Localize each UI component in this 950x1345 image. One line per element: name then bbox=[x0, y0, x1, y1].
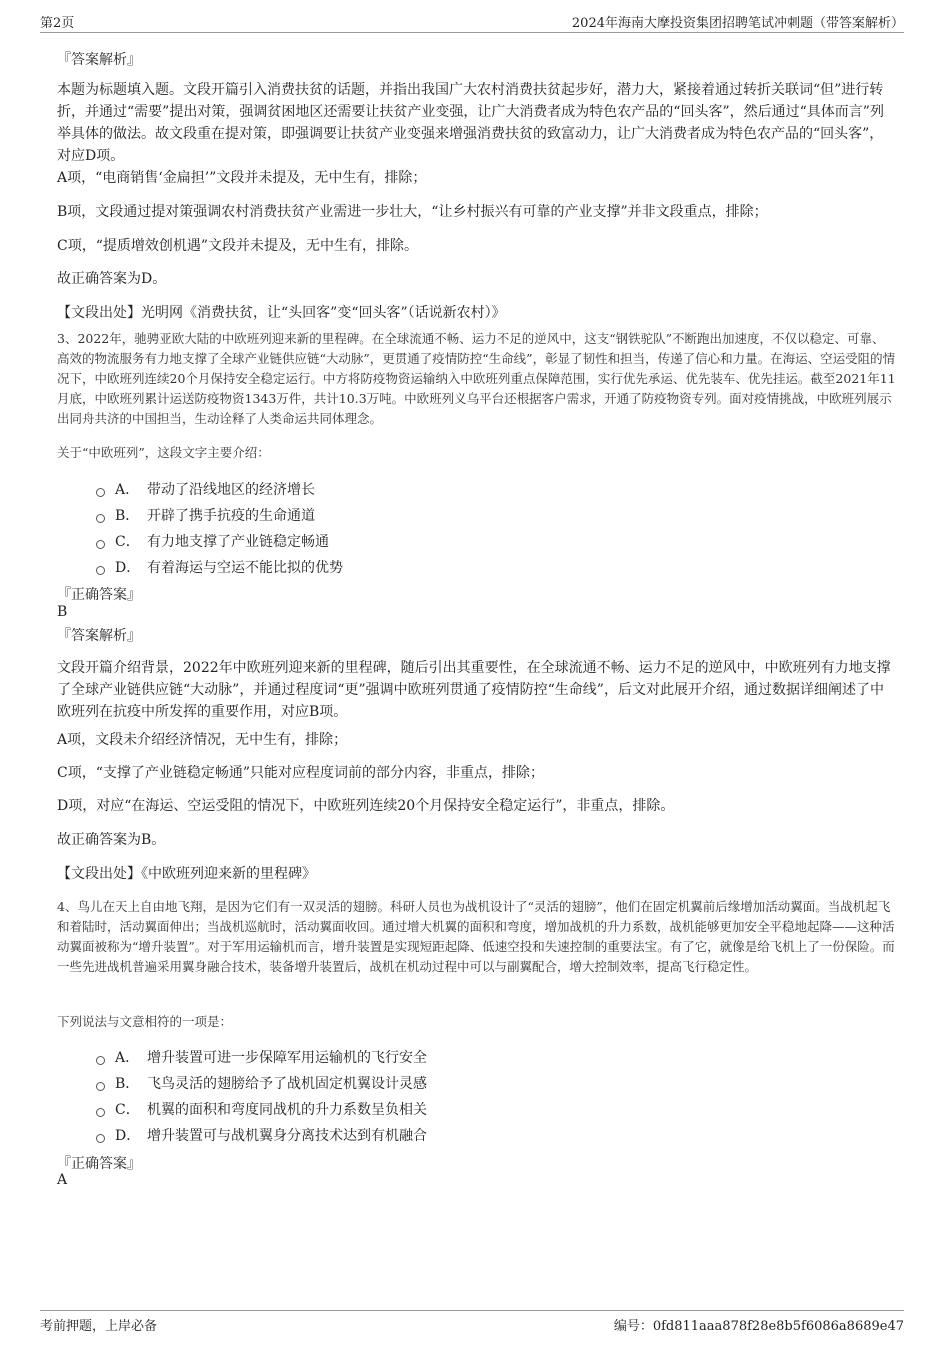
page-number: 第2页 bbox=[40, 16, 75, 31]
q2-answer-line: 故正确答案为D。 bbox=[57, 271, 167, 287]
q4-option-c[interactable] bbox=[96, 1097, 427, 1121]
option-text: 增升装置可与战机翼身分离技术达到有机融合 bbox=[147, 1128, 427, 1144]
option-text: 有着海运与空运不能比拟的优势 bbox=[147, 560, 343, 576]
q4-option-a[interactable] bbox=[96, 1045, 427, 1069]
option-text: 飞鸟灵活的翅膀给予了战机固定机翼设计灵感 bbox=[147, 1076, 427, 1092]
q4-answer: A bbox=[57, 1172, 68, 1188]
q3-analysis-option-a: A项，文段未介绍经济情况，无中生有，排除； bbox=[57, 732, 348, 748]
q3-source: 【文段出处】《中欧班列迎来新的里程碑》 bbox=[57, 866, 316, 882]
radio-icon[interactable] bbox=[96, 1082, 105, 1091]
option-text: 机翼的面积和弯度同战机的升力系数呈负相关 bbox=[147, 1102, 427, 1118]
radio-icon[interactable] bbox=[96, 1056, 105, 1065]
q4-option-b[interactable] bbox=[96, 1071, 427, 1095]
q3-analysis-text: 文段开篇介绍背景，2022年中欧班列迎来新的里程碑，随后引出其重要性，在全球流通不畅、运力不足的逆风中，中欧班列有力地支撑了全球产业链供应链“大动脉”，并通过程度词“更”强调中欧班列贯通了疫情防控“生命线”，后文对此展开介绍，通过数据详细阐述了中欧班列在抗疫中所发挥的重要作用，对应B项。 bbox=[57, 660, 891, 720]
option-letter: D． bbox=[115, 560, 141, 576]
q3-option-d[interactable] bbox=[96, 555, 343, 579]
radio-icon[interactable] bbox=[96, 566, 105, 575]
option-letter: C． bbox=[115, 534, 140, 550]
option-text: 开辟了携手抗疫的生命通道 bbox=[147, 508, 315, 524]
radio-icon[interactable] bbox=[96, 540, 105, 549]
radio-icon[interactable] bbox=[96, 1134, 105, 1143]
q4-option-d[interactable] bbox=[96, 1123, 427, 1147]
option-letter: C． bbox=[115, 1102, 140, 1118]
option-text: 有力地支撑了产业链稳定畅通 bbox=[147, 534, 329, 550]
q2-analysis-text: 本题为标题填入题。文段开篇引入消费扶贫的话题，并指出我国广大农村消费扶贫起步好，潜力大，紧接着通过转折关联词“但”进行转折，并通过“需要”提出对策，强调贫困地区还需要让扶贫产业变强，让广大消费者成为特色农产品的“回头客”，然后通过“具体而言”列举具体的做法。故文段重在提对策，即强调要让扶贫产业变强来增强消费扶贫的致富动力，让广大消费者成为特色农产品的“回头客”，对应D项。 bbox=[57, 82, 884, 164]
q3-answer: B bbox=[57, 604, 68, 620]
q3-option-a[interactable] bbox=[96, 477, 315, 501]
q4-passage: 4、鸟儿在天上自由地飞翔，是因为它们有一双灵活的翅膀。科研人员也为战机设计了“灵活的翅膀”，他们在固定机翼前后缘增加活动翼面。当战机起飞和着陆时，活动翼面伸出；当战机巡航时，活动翼面收回。通过增大机翼的面积和弯度，增加战机的升力系数，战机能够更加安全平稳地起降——这种活动翼面被称为“增升装置”。对于军用运输机而言，增升装置是实现短距起降、低速空投和失速控制的重要法宝。有了它，就像是给飞机上了一份保险。而一些先进战机普遍采用翼身融合技术，装备增升装置后，战机在机动过程中可以与副翼配合，增大控制效率，提高飞行稳定性。 bbox=[57, 899, 895, 974]
option-letter: A． bbox=[115, 1050, 140, 1066]
q2-source: 【文段出处】光明网《消费扶贫，让“头回客”变“回头客”（话说新农村）》 bbox=[57, 305, 506, 321]
option-text: 增升装置可进一步保障军用运输机的飞行安全 bbox=[147, 1050, 427, 1066]
radio-icon[interactable] bbox=[96, 514, 105, 523]
q2-analysis-option-a: A项，“电商销售‘金扁担’”文段并未提及，无中生有，排除； bbox=[57, 170, 427, 186]
q2-analysis-option-b: B项，文段通过提对策强调农村消费扶贫产业需进一步壮大，“让乡村振兴有可靠的产业支撑”并非文段重点，排除； bbox=[57, 204, 768, 220]
option-letter: B． bbox=[115, 508, 140, 524]
q3-analysis-heading: 『答案解析』 bbox=[57, 628, 141, 644]
q3-question: 关于“中欧班列”，这段文字主要介绍： bbox=[57, 445, 270, 460]
q3-analysis-option-d: D项，对应“在海运、空运受阻的情况下，中欧班列连续20个月保持安全稳定运行”，非重点，排除。 bbox=[57, 798, 675, 814]
q3-passage: 3、2022年，驰骋亚欧大陆的中欧班列迎来新的里程碑。在全球流通不畅、运力不足的逆风中，这支“钢铁驼队”不断跑出加速度，不仅以稳定、可靠、高效的物流服务有力地支撑了全球产业链供应链“大动脉”，更贯通了疫情防控“生命线”，彰显了韧性和担当，传递了信心和力量。在海运、空运受阻的情况下，中欧班列连续20个月保持安全稳定运行。中方将防疫物资运输纳入中欧班列重点保障范围，实行优先承运、优先装车、优先挂运。截至2021年11月底，中欧班列累计运送防疫物资1343万件，共计10.3万吨。中欧班列义乌平台还根据客户需求，开通了防疫物资专列。面对疫情挑战，中欧班列展示出同舟共济的中国担当，生动诠释了人类命运共同体理念。 bbox=[57, 331, 896, 426]
header-divider bbox=[40, 32, 904, 33]
option-letter: A． bbox=[115, 482, 140, 498]
q3-answer-line: 故正确答案为B。 bbox=[57, 832, 166, 848]
footer-slogan: 考前押题，上岸必备 bbox=[40, 1319, 158, 1334]
q4-answer-heading: 『正确答案』 bbox=[57, 1156, 141, 1172]
footer-serial-number: 编号：0fd811aaa878f28e8b5f6086a8689e47 bbox=[613, 1319, 904, 1334]
footer-divider bbox=[40, 1310, 904, 1311]
q2-analysis-heading: 『答案解析』 bbox=[57, 52, 141, 68]
option-text: 带动了沿线地区的经济增长 bbox=[147, 482, 315, 498]
q4-question: 下列说法与文意相符的一项是： bbox=[57, 1014, 233, 1029]
q3-answer-heading: 『正确答案』 bbox=[57, 587, 141, 603]
radio-icon[interactable] bbox=[96, 1108, 105, 1117]
radio-icon[interactable] bbox=[96, 488, 105, 497]
option-letter: B． bbox=[115, 1076, 140, 1092]
q3-option-b[interactable] bbox=[96, 503, 315, 527]
q3-option-c[interactable] bbox=[96, 529, 329, 553]
option-letter: D． bbox=[115, 1128, 141, 1144]
q2-analysis-option-c: C项，“提质增效创机遇”文段并未提及，无中生有，排除。 bbox=[57, 238, 419, 254]
q3-analysis-option-c: C项，“支撑了产业链稳定畅通”只能对应程度词前的部分内容，非重点，排除； bbox=[57, 765, 545, 781]
document-title: 2024年海南大摩投资集团招聘笔试冲刺题（带答案解析） bbox=[571, 16, 904, 31]
